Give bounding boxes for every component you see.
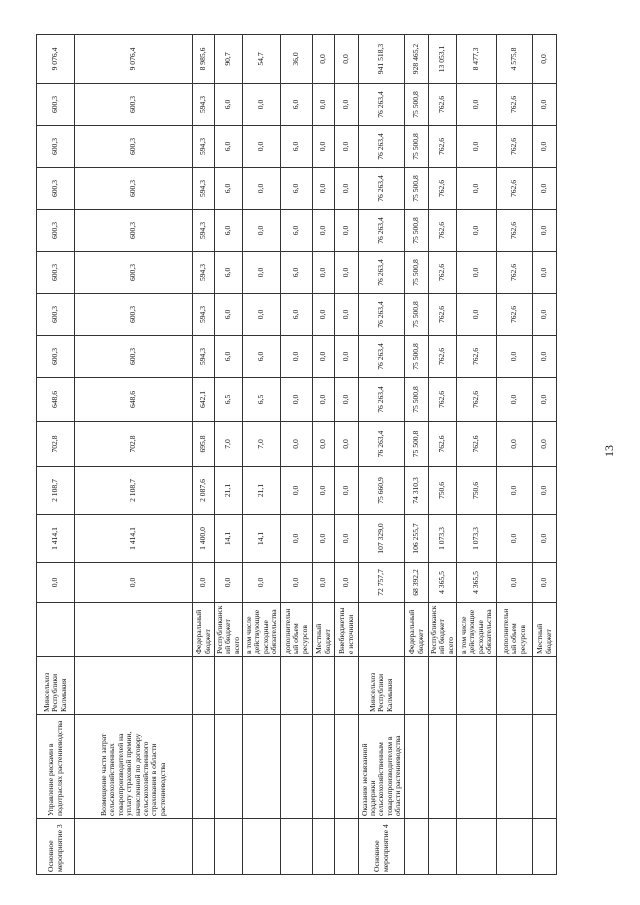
row-value-cell: 0,0	[313, 378, 335, 422]
row-value-cell: 600,3	[75, 252, 193, 294]
row-value-cell: 0,0	[281, 515, 313, 563]
table-row	[75, 35, 193, 875]
row-value-cell: 762,6	[429, 378, 457, 422]
row-value-cell: 76 263,4	[359, 378, 405, 422]
row-total-cell: 13 053,1	[429, 35, 457, 84]
row-name-cell: Возмещение части затрат сельскохозяйственных товаропроизводителей на уплату страховой премии, начисленной по договору сельскохозяйственного страхования в области растениеводства	[75, 715, 193, 819]
row-source-cell	[75, 603, 193, 657]
table-row	[37, 35, 75, 875]
row-value-cell: 21,1	[243, 467, 281, 515]
row-value-cell: 762,6	[497, 210, 533, 252]
row-value-cell: 0,0	[533, 563, 557, 603]
row-value-cell: 6,0	[215, 84, 243, 126]
row-executor-cell	[405, 657, 429, 715]
row-value-cell: 0,0	[497, 563, 533, 603]
row-executor-cell	[457, 657, 497, 715]
row-value-cell: 75 500,8	[405, 168, 429, 210]
table-row	[313, 35, 335, 875]
row-executor-cell	[243, 657, 281, 715]
row-value-cell: 594,3	[193, 252, 215, 294]
table-row	[429, 35, 457, 875]
row-value-cell: 0,0	[533, 294, 557, 336]
row-value-cell: 0,0	[75, 563, 193, 603]
row-executor-cell	[335, 657, 359, 715]
row-name-cell: Оказание несвязанной поддержки сельскохозяйственным товаропроизводителям в области растениеводства	[359, 715, 405, 819]
row-value-cell: 0,0	[533, 336, 557, 378]
row-value-cell: 6,0	[215, 210, 243, 252]
row-value-cell: 6,0	[281, 126, 313, 168]
row-value-cell: 762,6	[429, 210, 457, 252]
row-value-cell: 0,0	[243, 168, 281, 210]
row-value-cell: 600,3	[37, 126, 75, 168]
row-value-cell: 75 500,8	[405, 210, 429, 252]
row-value-cell: 0,0	[335, 563, 359, 603]
row-value-cell: 762,6	[497, 294, 533, 336]
row-value-cell: 0,0	[497, 422, 533, 467]
row-value-cell: 762,6	[457, 422, 497, 467]
row-value-cell: 76 263,4	[359, 422, 405, 467]
row-value-cell: 0,0	[313, 422, 335, 467]
row-value-cell: 600,3	[37, 210, 75, 252]
row-label-cell	[335, 819, 359, 875]
row-executor-cell: Минсельхоз Республики Калмыкия	[37, 657, 75, 715]
row-value-cell: 6,0	[281, 210, 313, 252]
row-value-cell: 0,0	[335, 294, 359, 336]
table-row	[533, 35, 557, 875]
row-value-cell: 6,0	[215, 294, 243, 336]
row-value-cell: 0,0	[533, 168, 557, 210]
row-value-cell: 0,0	[457, 252, 497, 294]
row-total-cell: 4 575,8	[497, 35, 533, 84]
row-value-cell: 4 365,5	[429, 563, 457, 603]
row-total-cell: 941 518,3	[359, 35, 405, 84]
row-value-cell: 1 400,0	[193, 515, 215, 563]
row-value-cell: 0,0	[313, 294, 335, 336]
table-row	[497, 35, 533, 875]
row-value-cell: 6,5	[215, 378, 243, 422]
row-label-cell: Основное мероприятие 4	[359, 819, 405, 875]
row-value-cell: 0,0	[457, 84, 497, 126]
row-total-cell: 8 985,6	[193, 35, 215, 84]
row-value-cell: 0,0	[497, 467, 533, 515]
row-total-cell: 0,0	[313, 35, 335, 84]
table-row	[281, 35, 313, 875]
row-label-cell	[193, 819, 215, 875]
row-value-cell: 0,0	[313, 252, 335, 294]
row-value-cell: 0,0	[533, 515, 557, 563]
row-value-cell: 14,1	[243, 515, 281, 563]
row-source-cell: Федеральный бюджет	[405, 603, 429, 657]
row-value-cell: 75 500,8	[405, 378, 429, 422]
row-value-cell: 0,0	[313, 467, 335, 515]
row-name-cell	[215, 715, 243, 819]
row-name-cell	[243, 715, 281, 819]
row-value-cell: 0,0	[533, 252, 557, 294]
row-value-cell: 75 500,8	[405, 294, 429, 336]
table-row	[215, 35, 243, 875]
row-source-cell: Республиканский бюджет всего	[215, 603, 243, 657]
row-value-cell: 594,3	[193, 336, 215, 378]
row-total-cell: 54,7	[243, 35, 281, 84]
row-value-cell: 762,6	[429, 294, 457, 336]
row-label-cell: Основное мероприятие 3	[37, 819, 75, 875]
row-name-cell	[281, 715, 313, 819]
row-value-cell: 75 500,8	[405, 252, 429, 294]
row-value-cell: 0,0	[281, 422, 313, 467]
row-value-cell: 600,3	[75, 126, 193, 168]
row-name-cell	[193, 715, 215, 819]
row-total-cell: 0,0	[533, 35, 557, 84]
row-value-cell: 762,6	[429, 252, 457, 294]
page-number: 13	[602, 445, 616, 457]
row-value-cell: 75 500,8	[405, 422, 429, 467]
row-value-cell: 0,0	[533, 84, 557, 126]
row-name-cell	[497, 715, 533, 819]
row-value-cell: 0,0	[533, 210, 557, 252]
row-label-cell	[281, 819, 313, 875]
row-value-cell: 0,0	[243, 126, 281, 168]
table-row	[193, 35, 215, 875]
row-executor-cell	[215, 657, 243, 715]
row-executor-cell	[533, 657, 557, 715]
row-value-cell: 762,6	[429, 422, 457, 467]
row-name-cell: Управление рисками в подотраслях растениеводства	[37, 715, 75, 819]
row-value-cell: 0,0	[335, 422, 359, 467]
row-label-cell	[533, 819, 557, 875]
row-value-cell: 594,3	[193, 126, 215, 168]
row-value-cell: 600,3	[37, 336, 75, 378]
row-value-cell: 762,6	[429, 336, 457, 378]
row-value-cell: 68 392,2	[405, 563, 429, 603]
row-value-cell: 76 263,4	[359, 252, 405, 294]
row-value-cell: 0,0	[313, 563, 335, 603]
row-value-cell: 594,3	[193, 294, 215, 336]
row-name-cell	[405, 715, 429, 819]
row-value-cell: 75 500,8	[405, 84, 429, 126]
row-value-cell: 642,1	[193, 378, 215, 422]
row-value-cell: 4 365,5	[457, 563, 497, 603]
row-executor-cell	[313, 657, 335, 715]
row-value-cell: 1 414,1	[75, 515, 193, 563]
row-value-cell: 600,3	[37, 168, 75, 210]
table-row	[405, 35, 429, 875]
row-value-cell: 6,0	[215, 336, 243, 378]
row-value-cell: 702,8	[37, 422, 75, 467]
row-value-cell: 600,3	[37, 294, 75, 336]
row-value-cell: 0,0	[37, 563, 75, 603]
row-value-cell: 594,3	[193, 210, 215, 252]
row-value-cell: 0,0	[533, 422, 557, 467]
row-executor-cell	[75, 657, 193, 715]
row-value-cell: 0,0	[313, 336, 335, 378]
row-total-cell: 0,0	[335, 35, 359, 84]
row-value-cell: 14,1	[215, 515, 243, 563]
row-source-cell: Внебюджетные источники	[335, 603, 359, 657]
row-value-cell: 750,6	[457, 467, 497, 515]
row-executor-cell: Минсельхоз Республики Калмыкия	[359, 657, 405, 715]
row-value-cell: 0,0	[457, 126, 497, 168]
row-source-cell	[359, 603, 405, 657]
row-source-cell: Федеральный бюджет	[193, 603, 215, 657]
table-row	[457, 35, 497, 875]
row-total-cell: 8 477,3	[457, 35, 497, 84]
row-value-cell: 0,0	[533, 467, 557, 515]
row-executor-cell	[281, 657, 313, 715]
row-value-cell: 762,6	[457, 378, 497, 422]
row-value-cell: 0,0	[313, 168, 335, 210]
row-value-cell: 76 263,4	[359, 126, 405, 168]
row-value-cell: 695,8	[193, 422, 215, 467]
row-label-cell	[457, 819, 497, 875]
row-value-cell: 0,0	[243, 563, 281, 603]
row-total-cell: 9 076,4	[75, 35, 193, 84]
row-value-cell: 6,0	[215, 168, 243, 210]
row-value-cell: 106 255,7	[405, 515, 429, 563]
row-value-cell: 0,0	[193, 563, 215, 603]
row-value-cell: 600,3	[75, 168, 193, 210]
row-value-cell: 1 414,1	[37, 515, 75, 563]
row-value-cell: 0,0	[533, 378, 557, 422]
row-total-cell: 9 076,4	[37, 35, 75, 84]
row-label-cell	[75, 819, 193, 875]
row-value-cell: 2 108,7	[37, 467, 75, 515]
row-value-cell: 0,0	[243, 294, 281, 336]
row-value-cell: 0,0	[335, 168, 359, 210]
row-value-cell: 0,0	[335, 126, 359, 168]
row-label-cell	[313, 819, 335, 875]
row-value-cell: 0,0	[281, 378, 313, 422]
row-value-cell: 0,0	[533, 126, 557, 168]
row-executor-cell	[497, 657, 533, 715]
row-source-cell: Местный бюджет	[533, 603, 557, 657]
row-value-cell: 76 263,4	[359, 84, 405, 126]
row-total-cell: 36,0	[281, 35, 313, 84]
row-value-cell: 75 500,8	[405, 336, 429, 378]
row-value-cell: 600,3	[75, 210, 193, 252]
row-value-cell: 76 263,4	[359, 336, 405, 378]
row-value-cell: 21,1	[215, 467, 243, 515]
row-value-cell: 6,0	[281, 294, 313, 336]
row-value-cell: 76 263,4	[359, 294, 405, 336]
row-value-cell: 762,6	[429, 126, 457, 168]
row-value-cell: 600,3	[75, 84, 193, 126]
row-value-cell: 6,5	[243, 378, 281, 422]
row-value-cell: 107 329,0	[359, 515, 405, 563]
row-value-cell: 72 757,7	[359, 563, 405, 603]
row-label-cell	[405, 819, 429, 875]
row-value-cell: 762,6	[497, 168, 533, 210]
row-source-cell: дополнительный объем ресурсов	[497, 603, 533, 657]
row-value-cell: 648,6	[37, 378, 75, 422]
row-value-cell: 750,6	[429, 467, 457, 515]
row-value-cell: 6,0	[281, 168, 313, 210]
row-name-cell	[457, 715, 497, 819]
row-value-cell: 0,0	[335, 336, 359, 378]
row-value-cell: 0,0	[313, 126, 335, 168]
row-value-cell: 75 500,8	[405, 126, 429, 168]
row-value-cell: 0,0	[335, 378, 359, 422]
row-value-cell: 600,3	[75, 336, 193, 378]
row-value-cell: 2 108,7	[75, 467, 193, 515]
row-value-cell: 0,0	[335, 515, 359, 563]
row-total-cell: 90,7	[215, 35, 243, 84]
row-value-cell: 600,3	[75, 294, 193, 336]
row-value-cell: 0,0	[335, 252, 359, 294]
row-source-cell: Республиканский бюджет всего	[429, 603, 457, 657]
row-label-cell	[215, 819, 243, 875]
row-label-cell	[243, 819, 281, 875]
row-name-cell	[335, 715, 359, 819]
row-source-cell: в том числе действующие расходные обязательства	[457, 603, 497, 657]
row-value-cell: 0,0	[457, 210, 497, 252]
row-value-cell: 0,0	[313, 515, 335, 563]
row-source-cell: Местный бюджет	[313, 603, 335, 657]
row-value-cell: 762,6	[497, 252, 533, 294]
row-value-cell: 0,0	[335, 467, 359, 515]
row-value-cell: 0,0	[243, 210, 281, 252]
row-value-cell: 2 087,6	[193, 467, 215, 515]
row-value-cell: 702,8	[75, 422, 193, 467]
row-value-cell: 762,6	[429, 84, 457, 126]
row-value-cell: 1 073,3	[429, 515, 457, 563]
table-row	[335, 35, 359, 875]
row-value-cell: 762,6	[497, 84, 533, 126]
row-value-cell: 7,0	[243, 422, 281, 467]
row-value-cell: 0,0	[313, 210, 335, 252]
row-value-cell: 0,0	[215, 563, 243, 603]
table-row	[243, 35, 281, 875]
row-value-cell: 1 073,3	[457, 515, 497, 563]
row-value-cell: 0,0	[243, 84, 281, 126]
row-total-cell: 928 465,2	[405, 35, 429, 84]
budget-table	[36, 34, 557, 875]
row-value-cell: 0,0	[281, 336, 313, 378]
row-value-cell: 74 310,3	[405, 467, 429, 515]
row-name-cell	[533, 715, 557, 819]
row-value-cell: 0,0	[497, 378, 533, 422]
row-value-cell: 76 263,4	[359, 210, 405, 252]
row-value-cell: 76 263,4	[359, 168, 405, 210]
row-value-cell: 0,0	[281, 467, 313, 515]
row-label-cell	[497, 819, 533, 875]
row-value-cell: 0,0	[281, 563, 313, 603]
row-value-cell: 0,0	[497, 336, 533, 378]
row-value-cell: 6,0	[215, 252, 243, 294]
row-name-cell	[313, 715, 335, 819]
row-label-cell	[429, 819, 457, 875]
row-value-cell: 594,3	[193, 168, 215, 210]
row-value-cell: 0,0	[243, 252, 281, 294]
row-value-cell: 0,0	[457, 168, 497, 210]
row-value-cell: 600,3	[37, 84, 75, 126]
row-value-cell: 594,3	[193, 84, 215, 126]
row-value-cell: 6,0	[281, 84, 313, 126]
row-executor-cell	[429, 657, 457, 715]
row-source-cell: в том числе действующие расходные обязательства	[243, 603, 281, 657]
row-value-cell: 0,0	[313, 84, 335, 126]
row-source-cell: дополнительный объем ресурсов	[281, 603, 313, 657]
row-value-cell: 0,0	[335, 84, 359, 126]
row-value-cell: 6,0	[215, 126, 243, 168]
row-value-cell: 6,0	[281, 252, 313, 294]
row-value-cell: 648,6	[75, 378, 193, 422]
row-executor-cell	[193, 657, 215, 715]
table-row	[359, 35, 405, 875]
row-value-cell: 0,0	[457, 294, 497, 336]
row-value-cell: 762,6	[497, 126, 533, 168]
row-value-cell: 7,0	[215, 422, 243, 467]
row-value-cell: 600,3	[37, 252, 75, 294]
row-value-cell: 75 660,9	[359, 467, 405, 515]
row-name-cell	[429, 715, 457, 819]
row-value-cell: 762,6	[457, 336, 497, 378]
row-value-cell: 6,0	[243, 336, 281, 378]
row-value-cell: 0,0	[497, 515, 533, 563]
row-value-cell: 0,0	[335, 210, 359, 252]
row-source-cell	[37, 603, 75, 657]
row-value-cell: 762,6	[429, 168, 457, 210]
